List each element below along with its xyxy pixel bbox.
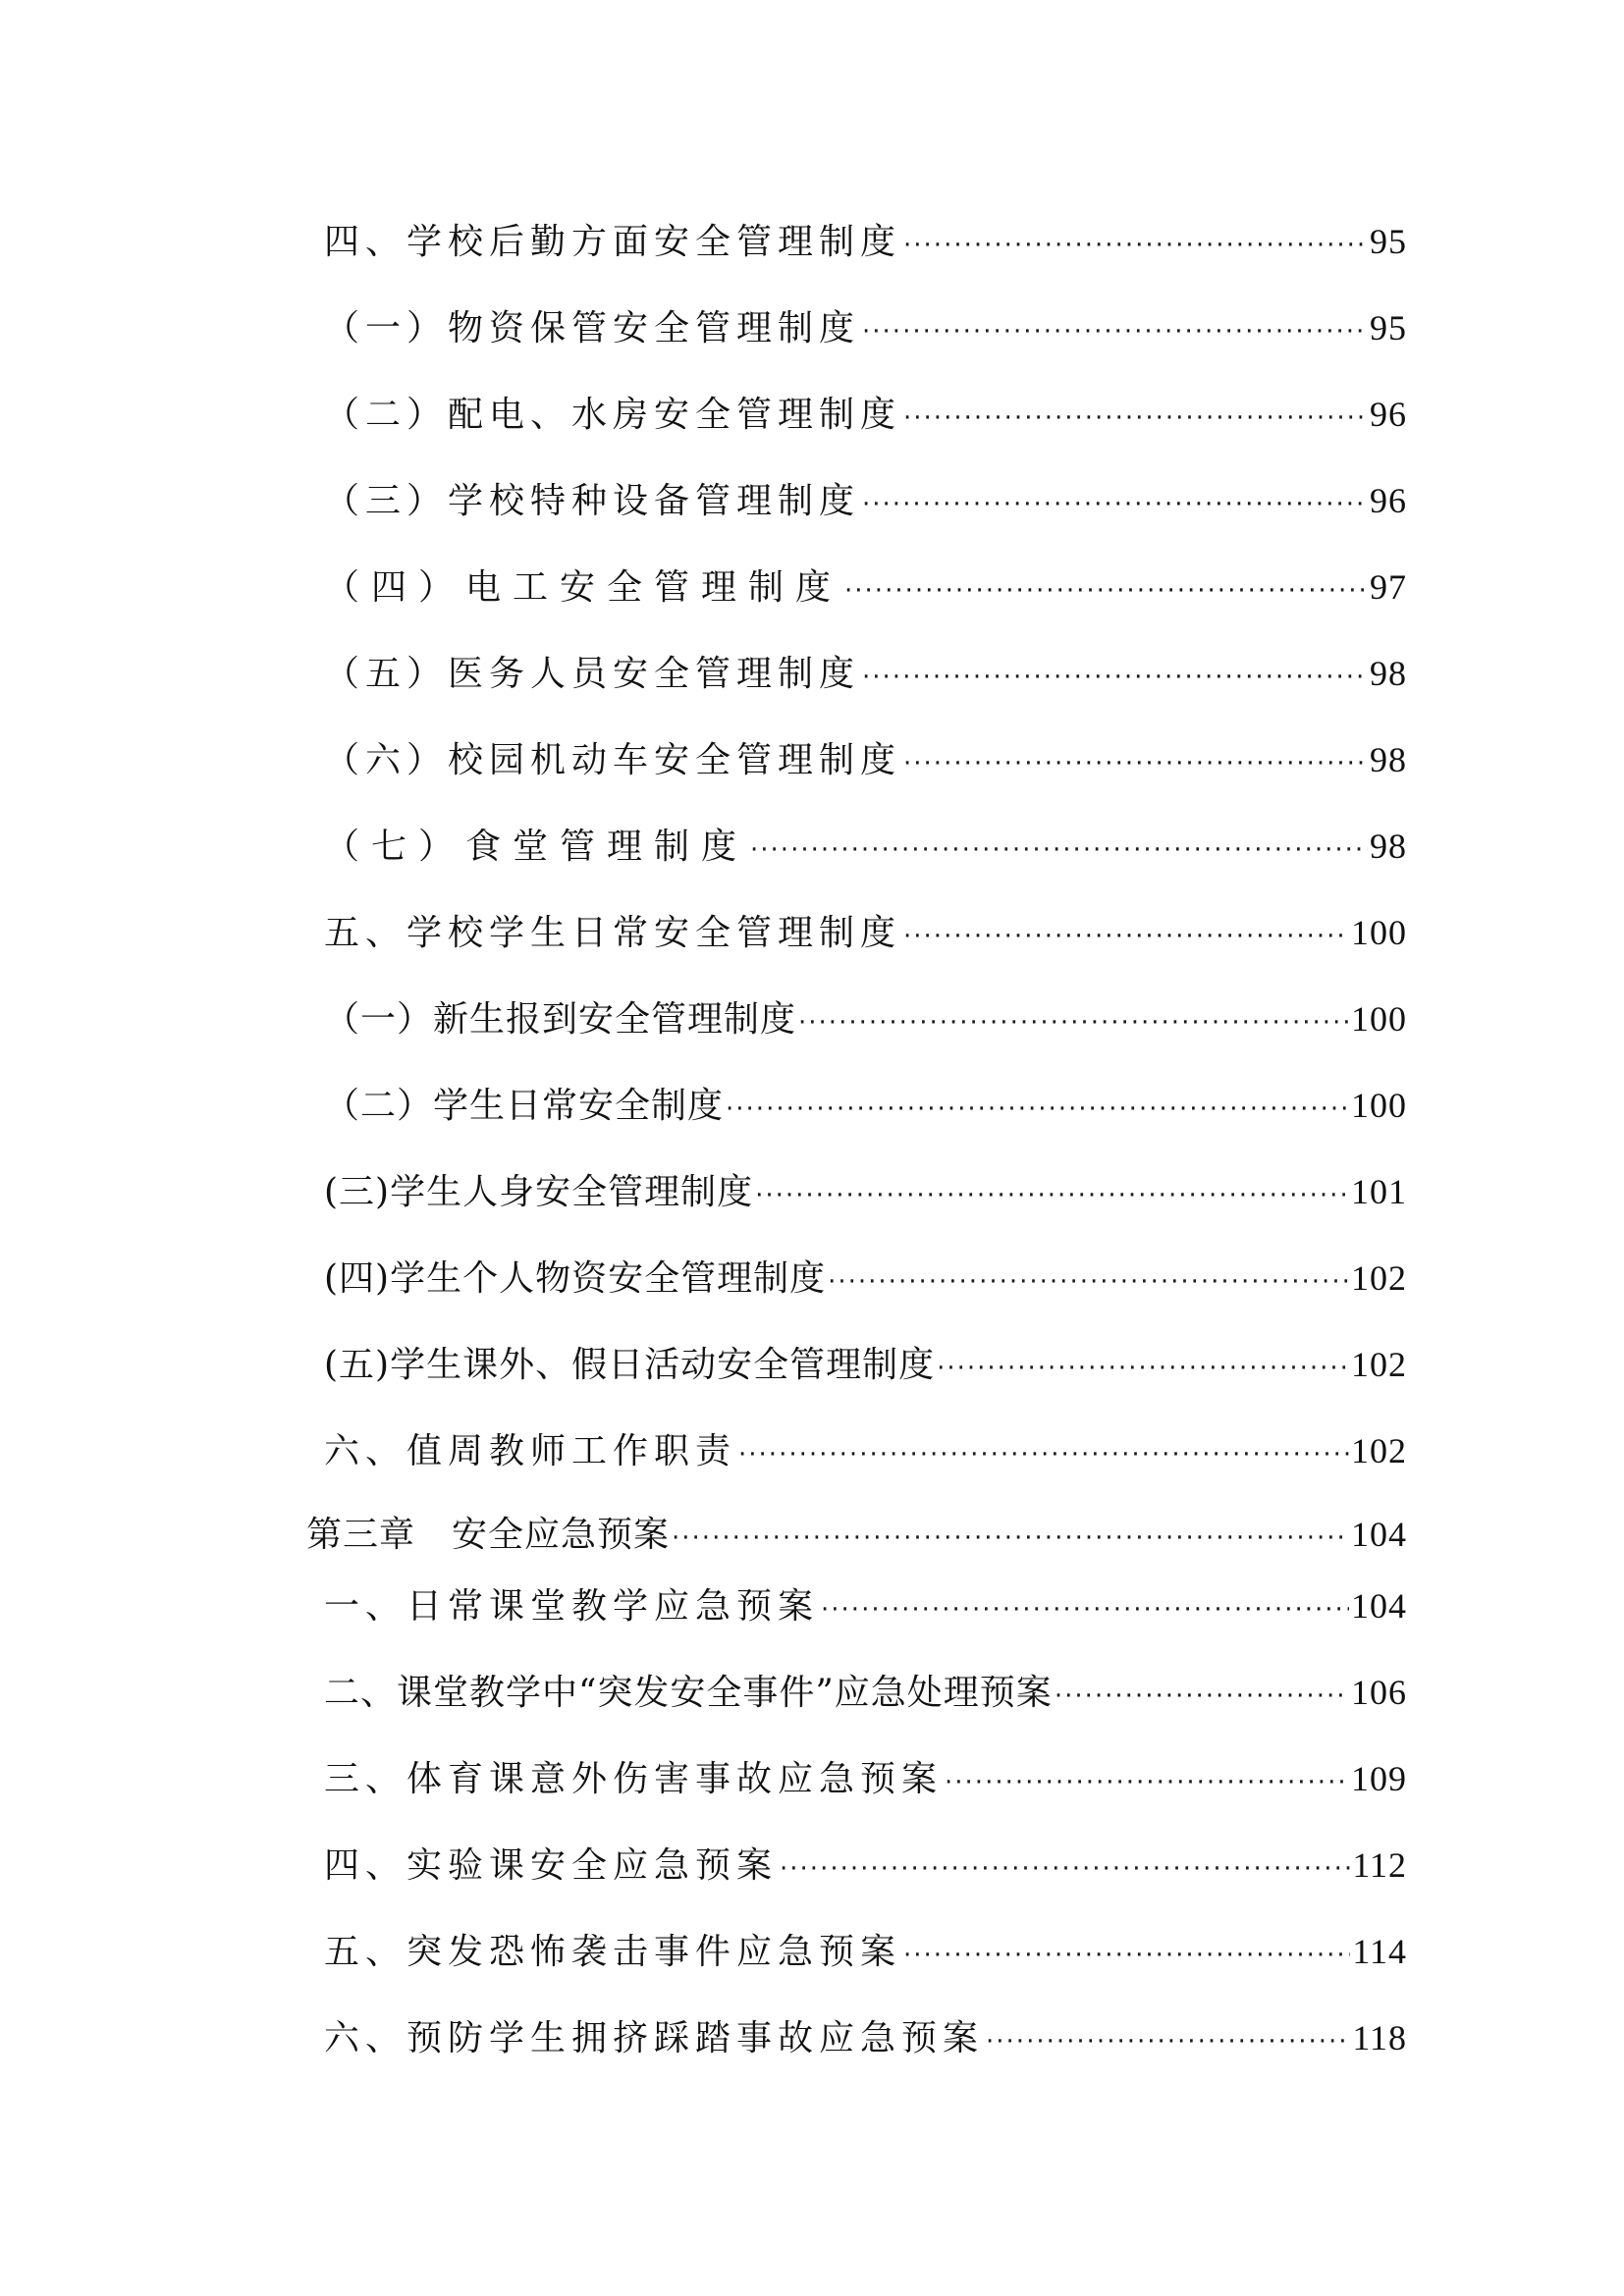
toc-entry-page: 102 <box>1351 1345 1407 1384</box>
toc-entry-page: 101 <box>1351 1172 1407 1211</box>
toc-entry <box>324 1578 1407 1633</box>
toc-entry-title: 二、课堂教学中“突发安全事件”应急处理预案 <box>324 1673 1053 1713</box>
toc-entry-title: (四)学生个人物资安全管理制度 <box>324 1258 827 1299</box>
toc-entry <box>324 473 1407 528</box>
toc-entry <box>324 1665 1407 1720</box>
toc-entry-page: 104 <box>1351 1586 1407 1626</box>
toc-entry <box>306 1507 1407 1562</box>
toc-entry-page: 98 <box>1370 827 1407 866</box>
toc-entry-title: （一）物资保管安全管理制度 <box>324 308 861 348</box>
toc-entry-page: 95 <box>1370 222 1407 261</box>
toc-entry-title: 五、突发恐怖袭击事件应急预案 <box>324 1932 902 1972</box>
toc-entry-page: 96 <box>1370 395 1407 434</box>
toc-entry-title: 一、日常课堂教学应急预案 <box>324 1586 820 1627</box>
toc-leader-dots <box>726 1082 1349 1137</box>
toc-entry-title: （四）电工安全管理制度 <box>324 567 843 608</box>
toc-entry <box>324 1337 1407 1392</box>
toc-entry-page: 114 <box>1352 1932 1407 1971</box>
toc-entry-title: 四、学校后勤方面安全管理制度 <box>324 222 902 262</box>
toc-entry-page: 98 <box>1370 740 1407 779</box>
toc-entry-page: 95 <box>1370 308 1407 347</box>
toc-entry-title: 六、预防学生拥挤踩踏事故应急预案 <box>324 2018 985 2058</box>
toc-entry-title: （二）配电、水房安全管理制度 <box>324 395 902 435</box>
toc-entry-title: 三、体育课意外伤害事故应急预案 <box>324 1759 944 1799</box>
toc-entry-page: 118 <box>1352 2018 1407 2057</box>
toc-entry <box>324 646 1407 701</box>
toc-entry-title: （二）学生日常安全制度 <box>324 1086 725 1126</box>
toc-entry <box>324 1751 1407 1806</box>
toc-entry-title: （六）校园机动车安全管理制度 <box>324 740 902 780</box>
toc-entry <box>324 1838 1407 1893</box>
toc-entry-page: 106 <box>1351 1673 1407 1712</box>
toc-entry-title: 六、值周教师工作职责 <box>324 1431 737 1471</box>
toc-entry-page: 102 <box>1351 1258 1407 1298</box>
toc-entry-title: (三)学生人身安全管理制度 <box>324 1172 754 1212</box>
toc-leader-dots <box>844 563 1368 618</box>
toc-leader-dots <box>903 391 1368 446</box>
toc-entry <box>324 214 1407 269</box>
toc-entry-title: （一）新生报到安全管理制度 <box>324 999 797 1040</box>
toc-leader-dots <box>738 1427 1349 1482</box>
toc-entry-title: (五)学生课外、假日活动安全管理制度 <box>324 1345 936 1385</box>
toc-entry <box>324 1924 1407 1979</box>
toc-leader-dots <box>862 304 1368 359</box>
toc-entry-title: （七）食堂管理制度 <box>324 827 749 867</box>
toc-entry-title: 五、学校学生日常安全管理制度 <box>324 913 902 953</box>
toc-entry-page: 109 <box>1351 1759 1407 1798</box>
toc-entry <box>324 732 1407 787</box>
toc-entry <box>324 991 1407 1046</box>
toc-leader-dots <box>903 218 1368 273</box>
toc-leader-dots <box>903 909 1349 964</box>
toc-entry <box>324 2010 1407 2065</box>
toc-leader-dots <box>821 1582 1349 1637</box>
toc-leader-dots <box>862 650 1368 705</box>
toc-entry <box>324 300 1407 355</box>
toc-leader-dots <box>945 1755 1349 1810</box>
toc-entry <box>324 819 1407 874</box>
toc-entry-title: （三）学校特种设备管理制度 <box>324 481 861 521</box>
toc-entry <box>324 1423 1407 1478</box>
toc-entry-page: 96 <box>1370 481 1407 520</box>
toc-entry <box>324 560 1407 614</box>
toc-leader-dots <box>1055 1669 1349 1724</box>
toc-leader-dots <box>780 1842 1350 1896</box>
toc-leader-dots <box>828 1255 1349 1309</box>
toc-leader-dots <box>862 477 1368 532</box>
toc-entry-page: 102 <box>1351 1431 1407 1470</box>
toc-entry-title: 四、实验课安全应急预案 <box>324 1845 779 1886</box>
toc-entry <box>324 1078 1407 1133</box>
toc-leader-dots <box>903 1928 1350 1983</box>
toc-leader-dots <box>903 736 1368 791</box>
toc-entry <box>324 905 1407 960</box>
toc-leader-dots <box>750 823 1368 878</box>
toc-entry-title: 第三章 安全应急预案 <box>306 1515 671 1555</box>
toc-entry-page: 98 <box>1370 654 1407 693</box>
toc-leader-dots <box>672 1511 1349 1566</box>
toc-leader-dots <box>937 1341 1349 1396</box>
toc-entry-page: 97 <box>1370 567 1407 607</box>
toc-entry-title: （五）医务人员安全管理制度 <box>324 654 861 694</box>
toc-leader-dots <box>755 1168 1349 1223</box>
toc-entry-page: 100 <box>1351 999 1407 1039</box>
toc-leader-dots <box>986 2014 1350 2069</box>
toc-entry <box>324 1164 1407 1219</box>
toc-entry-page: 112 <box>1352 1845 1407 1885</box>
toc-entry-page: 104 <box>1351 1515 1407 1554</box>
toc-entry <box>324 387 1407 442</box>
toc-entry <box>324 1251 1407 1306</box>
toc-entry-page: 100 <box>1351 1086 1407 1125</box>
toc-leader-dots <box>798 995 1349 1050</box>
toc-entry-page: 100 <box>1351 913 1407 952</box>
